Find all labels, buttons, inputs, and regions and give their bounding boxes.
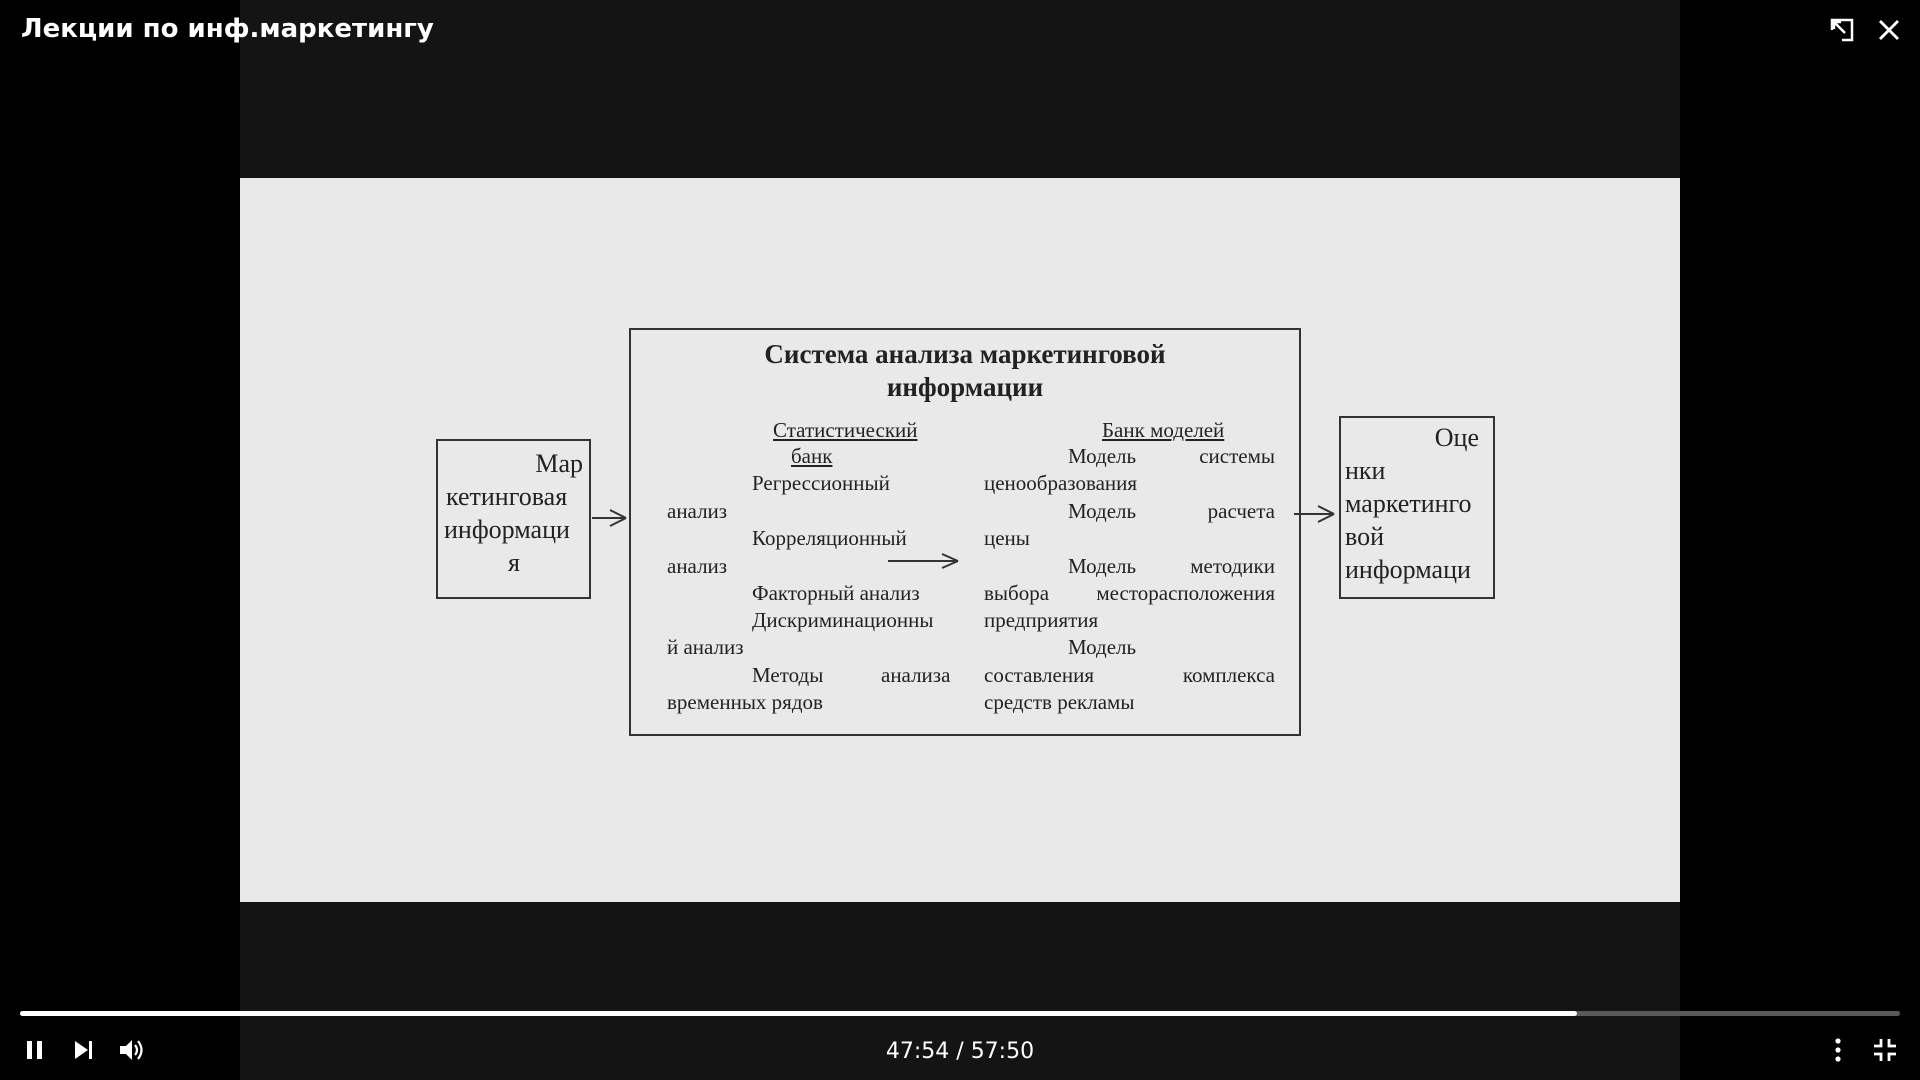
analysis-system-title: Система анализа маркетинговой: [764, 339, 1166, 369]
model-item: методики: [1190, 554, 1275, 578]
model-item: ценообразования: [984, 471, 1138, 495]
marketing-info-box: [436, 439, 591, 599]
info-assessment-box: [1339, 416, 1495, 599]
slide: [240, 178, 1680, 902]
video-title: Лекции по инф.маркетингу: [21, 14, 434, 44]
stat-bank-heading: банк: [791, 444, 833, 468]
model-item: месторасположения: [1096, 581, 1275, 605]
stat-item: анализ: [667, 554, 728, 578]
model-item: цены: [984, 526, 1030, 550]
close-icon: [1876, 17, 1902, 43]
model-item: Модель: [1068, 554, 1137, 578]
model-item: Модель: [1068, 444, 1137, 468]
stat-item: Дискриминационны: [752, 608, 934, 632]
close-button[interactable]: [1871, 12, 1907, 48]
model-item: выбора: [984, 581, 1050, 605]
stat-item: й анализ: [667, 635, 744, 659]
right-box-line: информаци: [1345, 555, 1471, 584]
stat-item: анализ: [667, 499, 728, 523]
model-bank-heading: Банк моделей: [1102, 418, 1225, 442]
exit-fullscreen-button[interactable]: [1867, 1032, 1903, 1068]
time-readout: 47:54 / 57:50: [885, 1039, 1035, 1064]
model-item: расчета: [1207, 499, 1275, 523]
right-box-line: Оце: [1434, 423, 1479, 452]
stat-item: анализа: [881, 663, 951, 687]
left-box-line: информаци: [444, 515, 570, 544]
more-options-button[interactable]: [1820, 1032, 1856, 1068]
model-item: средств рекламы: [984, 690, 1135, 714]
analysis-system-box: [629, 328, 1301, 736]
left-box-line: я: [508, 548, 520, 577]
stat-item: Факторный анализ: [752, 581, 920, 605]
pip-icon: [1828, 16, 1856, 44]
stat-item: Регрессионный: [752, 471, 890, 495]
stat-item: Корреляционный: [752, 526, 907, 550]
arrow-right-icon: [590, 506, 630, 530]
model-item: составления: [984, 663, 1094, 687]
pip-button[interactable]: [1824, 12, 1860, 48]
exit-fullscreen-icon: [1871, 1036, 1899, 1064]
model-item: системы: [1199, 444, 1275, 468]
model-item: комплекса: [1182, 663, 1275, 687]
model-item: Модель: [1068, 635, 1137, 659]
stat-item: Методы: [752, 663, 824, 687]
stat-item: временных рядов: [667, 690, 823, 714]
right-box-line: вой: [1345, 522, 1385, 551]
stat-bank-heading: Статистический: [773, 418, 918, 442]
right-box-line: маркетинго: [1345, 489, 1472, 518]
left-box-line: кетинговая: [446, 482, 568, 511]
progress-played: [20, 1011, 1577, 1016]
progress-bar[interactable]: [20, 1011, 1900, 1016]
left-box-line: Мар: [535, 449, 583, 478]
analysis-system-title: информации: [886, 372, 1044, 402]
right-box-line: нки: [1345, 456, 1386, 485]
model-item: предприятия: [984, 608, 1099, 632]
model-item: Модель: [1068, 499, 1137, 523]
more-vertical-icon: [1826, 1036, 1850, 1064]
